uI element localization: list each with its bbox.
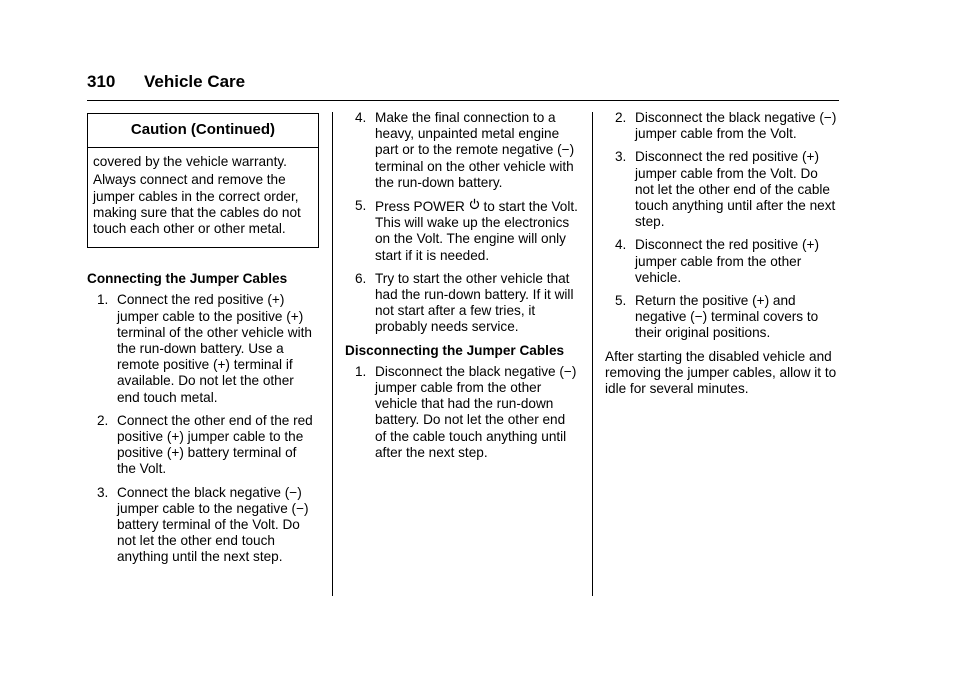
section-title: Vehicle Care [144, 72, 246, 91]
disconnecting-heading: Disconnecting the Jumper Cables [345, 342, 565, 358]
list-item [345, 198, 580, 264]
step-number: 3. [615, 149, 627, 165]
column-divider [332, 112, 333, 596]
list-item [87, 413, 319, 478]
step-number: 4. [615, 237, 627, 253]
step-number: 1. [355, 363, 367, 379]
page-header [87, 72, 839, 101]
column-divider [592, 112, 593, 596]
step-number: 1. [97, 292, 109, 308]
step-text: Connect the other end of the red positive (+) jumper cable to the positive (+) battery terminal of the Volt. [117, 412, 313, 477]
caution-title: Caution (Continued) [88, 114, 318, 148]
list-item [605, 149, 840, 230]
column-right [605, 110, 840, 397]
step-number: 4. [355, 110, 367, 125]
step-number: 3. [97, 484, 109, 500]
step-text: Disconnect the red positive (+) jumper cable from the other vehicle. [635, 237, 819, 285]
after-paragraph: After starting the disabled vehicle and removing the jumper cables, allow it to idle for several minutes. [605, 348, 837, 397]
step-number: 2. [615, 110, 627, 125]
step-text-after: to start the Volt. This will wake up the electronics on the Volt. The engine will only start if it is needed. [375, 199, 578, 263]
connecting-steps-continued [345, 110, 580, 336]
caution-paragraph: covered by the vehicle warranty. [93, 154, 287, 170]
step-text: Make the final connection to a heavy, unpainted metal engine part or to the remote negative (−) terminal on the other vehicle with the run-down battery. [375, 110, 575, 190]
step-number: 2. [97, 412, 109, 428]
step-text: Try to start the other vehicle that had the run-down battery. If it will not start after a few tries, it probably needs service. [375, 270, 574, 335]
list-item [345, 364, 580, 461]
step-text: Disconnect the black negative (−) jumper cable from the Volt. [635, 110, 837, 142]
caution-body [88, 148, 318, 247]
step-number: 5. [355, 198, 367, 214]
column-middle [345, 110, 580, 468]
step-text: Connect the red positive (+) jumper cable to the positive (+) terminal of the other vehicle with the run-down battery. Use a remote positive (+) terminal if available. Do not let the other end touch metal. [117, 292, 312, 405]
step-text: Connect the black negative (−) jumper cable to the negative (−) battery terminal of the Volt. Do not let the other end touch anything until the next step. [117, 484, 309, 565]
step-number: 5. [615, 293, 627, 309]
connecting-heading: Connecting the Jumper Cables [87, 271, 288, 287]
list-item [87, 485, 319, 566]
step-number: 6. [355, 270, 367, 286]
step-text-before: Press POWER [375, 199, 465, 215]
disconnecting-steps [345, 364, 580, 461]
caution-box [87, 113, 319, 248]
page-number: 310 [87, 72, 116, 91]
connecting-steps [87, 292, 319, 565]
list-item [345, 271, 580, 336]
list-item [87, 292, 319, 405]
caution-paragraph: Always connect and remove the jumper cables in the correct order, making sure that the cables do not touch each other or other metal. [93, 172, 301, 237]
step-text: Return the positive (+) and negative (−) terminal covers to their original positions. [635, 293, 819, 341]
list-item [345, 110, 580, 191]
step-text: Disconnect the red positive (+) jumper cable from the Volt. Do not let the other end of the cable touch anything until after the next step. [635, 149, 836, 230]
disconnecting-steps-continued [605, 110, 840, 342]
list-item [605, 293, 840, 342]
list-item [605, 110, 840, 142]
column-left [87, 110, 319, 573]
power-icon [469, 198, 480, 214]
step-text: Disconnect the black negative (−) jumper cable from the other vehicle that had the run-down battery. Do not let the other end of the cable touch anything until after the next step. [375, 363, 577, 460]
list-item [605, 237, 840, 286]
